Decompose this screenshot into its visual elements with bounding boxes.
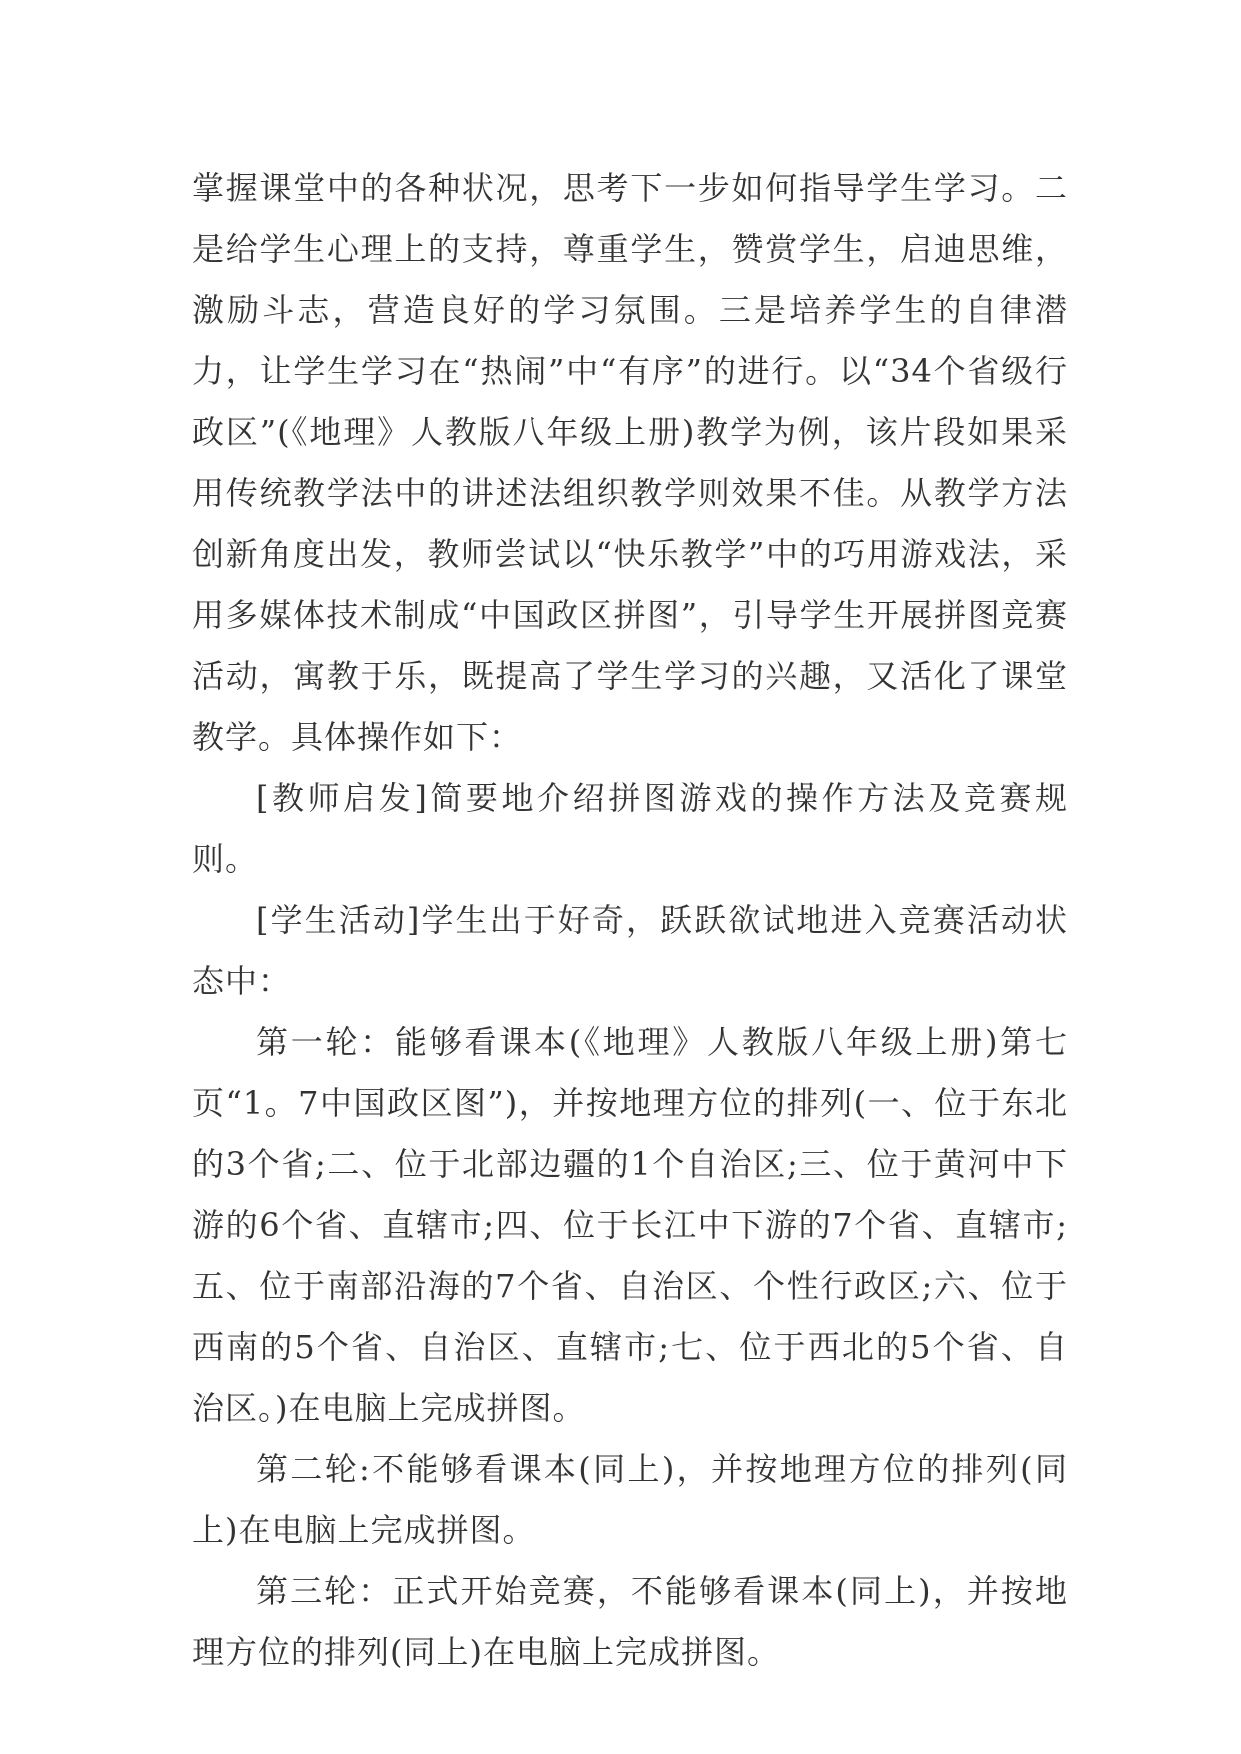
paragraph-round-two: 第二轮:不能够看课本(同上)，并按地理方位的排列(同上)在电脑上完成拼图。	[192, 1450, 1068, 1549]
paragraph-teacher-prompt: [教师启发]简要地介绍拼图游戏的操作方法及竞赛规则。	[192, 779, 1068, 878]
paragraph-student-activity: [学生活动]学生出于好奇，跃跃欲试地进入竞赛活动状态中：	[192, 901, 1068, 1000]
paragraph-round-three: 第三轮：正式开始竞赛，不能够看课本(同上)，并按地理方位的排列(同上)在电脑上完成拼图。	[192, 1572, 1068, 1671]
body-text	[192, 158, 1068, 1683]
paragraph-round-one: 第一轮：能够看课本(《地理》人教版八年级上册)第七页“1。7中国政区图”)，并按地理方位的排列(一、位于东北的3个省;二、位于北部边疆的1个自治区;三、位于黄河中下游的6个省、直辖市;四、位于长江中下游的7个省、直辖市;五、位于南部沿海的7个省、自治区、个性行政区;六、位于西南的5个省、自治区、直辖市;七、位于西北的5个省、自治区。)在电脑上完成拼图。	[192, 1023, 1068, 1427]
paragraph-continuation: 掌握课堂中的各种状况，思考下一步如何指导学生学习。二是给学生心理上的支持，尊重学生，赞赏学生，启迪思维，激励斗志，营造良好的学习氛围。三是培养学生的自律潜力，让学生学习在“热闹”中“有序”的进行。以“34个省级行政区”(《地理》人教版八年级上册)教学为例，该片段如果采用传统教学法中的讲述法组织教学则效果不佳。从教学方法创新角度出发，教师尝试以“快乐教学”中的巧用游戏法，采用多媒体技术制成“中国政区拼图”，引导学生开展拼图竞赛活动，寓教于乐，既提高了学生学习的兴趣，又活化了课堂教学。具体操作如下：	[192, 169, 1068, 756]
